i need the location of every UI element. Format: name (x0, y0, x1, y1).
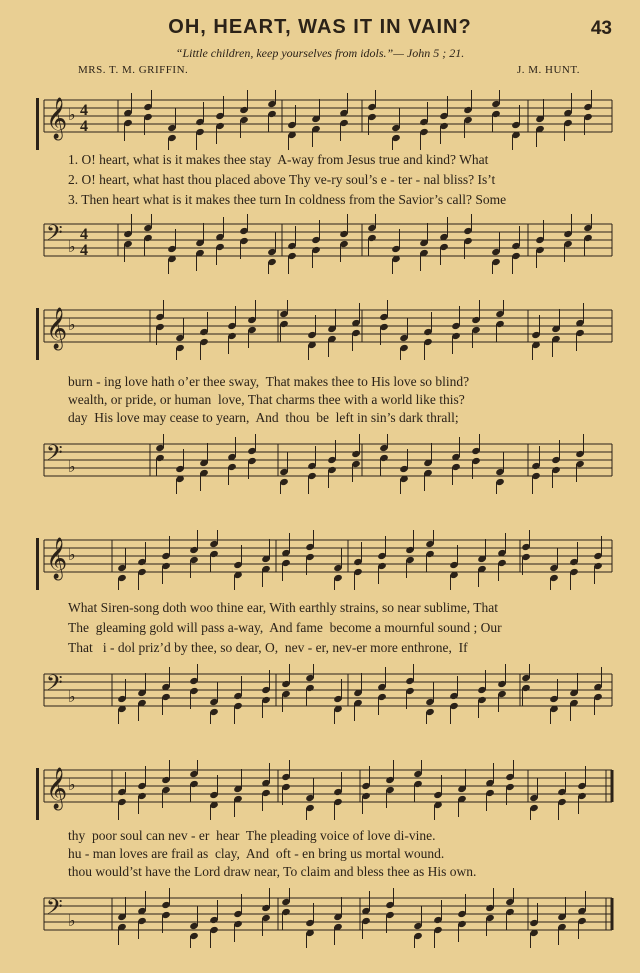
notes (117, 760, 587, 820)
flat-sign-icon: ♭ (68, 315, 76, 334)
system-4-bass-staff (0, 888, 640, 948)
time-signature-top: 4 (80, 226, 88, 243)
system-4-treble-staff (0, 760, 640, 820)
time-signature-top: 4 (80, 102, 88, 119)
bass-clef-icon: 𝄢 (46, 441, 63, 471)
flat-sign-icon: ♭ (68, 911, 76, 930)
system-3-bass-staff (0, 664, 640, 724)
system-2-verse-1: burn - ing love hath o’er thee sway, That makes thee to His love so blind? (68, 374, 470, 389)
notes (117, 530, 603, 590)
lyricist-credit: MRS. T. M. GRIFFIN. (78, 64, 189, 76)
notes (117, 664, 603, 724)
system-1-bass-staff (0, 214, 640, 274)
flat-sign-icon: ♭ (68, 545, 76, 564)
system-bracket (36, 768, 39, 820)
system-2-bass-staff (0, 434, 640, 494)
staff-lines (44, 770, 612, 802)
staff-lines (44, 310, 612, 342)
time-signature-bottom: 4 (80, 118, 88, 135)
treble-clef-icon: 𝄞 (46, 768, 68, 809)
epigraph: “Little children, keep yourselves from idols.”— John 5 ; 21. (175, 46, 465, 60)
system-3-verse-2: The gleaming gold will pass a-way, And fame become a mournful sound ; Our (68, 620, 502, 635)
system-1-treble-staff (0, 90, 640, 150)
flat-sign-icon: ♭ (68, 687, 76, 706)
notes (123, 214, 593, 274)
system-4-verse-3: thou would’st have the Lord draw near, To claim and bless thee as His own. (68, 864, 477, 879)
system-1-verse-1: 1. O! heart, what is it makes thee stay A-way from Jesus true and kind? What (68, 152, 489, 167)
composer-credit: J. M. HUNT. (516, 64, 580, 76)
staff-lines (44, 100, 612, 132)
notes (155, 300, 585, 360)
system-4-verse-1: thy poor soul can nev - er hear The pleading voice of love di-vine. (68, 828, 436, 843)
bass-clef-icon: 𝄢 (46, 895, 63, 925)
system-2-verse-3: day His love may cease to yearn, And thou be left in sin’s dark thrall; (68, 410, 459, 425)
hymn-title: OH, HEART, WAS IT IN VAIN? (168, 16, 472, 38)
staff-lines (44, 224, 612, 256)
flat-sign-icon: ♭ (68, 775, 76, 794)
system-3-verse-3: That i - dol priz’d by thee, so dear, O, nev - er, nev-er more enthrone, If (68, 640, 468, 655)
time-signature-bottom: 4 (80, 242, 88, 259)
system-2-verse-2: wealth, or pride, or human love, That charms thee with a world like this? (68, 392, 465, 407)
flat-sign-icon: ♭ (68, 237, 76, 256)
system-4-verse-2: hu - man loves are frail as clay, And oft - en bring us mortal wound. (68, 846, 445, 861)
flat-sign-icon: ♭ (68, 457, 76, 476)
system-bracket (36, 308, 39, 360)
staff-lines (44, 898, 612, 930)
system-bracket (36, 538, 39, 590)
treble-clef-icon: 𝄞 (46, 538, 68, 579)
page-number: 43 (590, 18, 612, 39)
bass-clef-icon: 𝄢 (46, 671, 63, 701)
system-3-treble-staff (0, 530, 640, 590)
flat-sign-icon: ♭ (68, 105, 76, 124)
notes (117, 888, 587, 948)
treble-clef-icon: 𝄞 (46, 98, 68, 139)
treble-clef-icon: 𝄞 (46, 308, 68, 349)
system-bracket (36, 98, 39, 150)
system-2-treble-staff (0, 300, 640, 360)
notes (123, 90, 593, 150)
system-3-verse-1: What Siren-song doth woo thine ear, With earthly strains, so near sublime, That (68, 600, 498, 615)
system-1-verse-3: 3. Then heart what is it makes thee turn In coldness from the Savior’s call? Some (68, 192, 507, 207)
notes (155, 434, 585, 494)
bass-clef-icon: 𝄢 (46, 221, 63, 251)
system-1-verse-2: 2. O! heart, what hast thou placed above Thy ve-ry soul’s e - ter - nal bliss? Is’t (68, 172, 496, 187)
